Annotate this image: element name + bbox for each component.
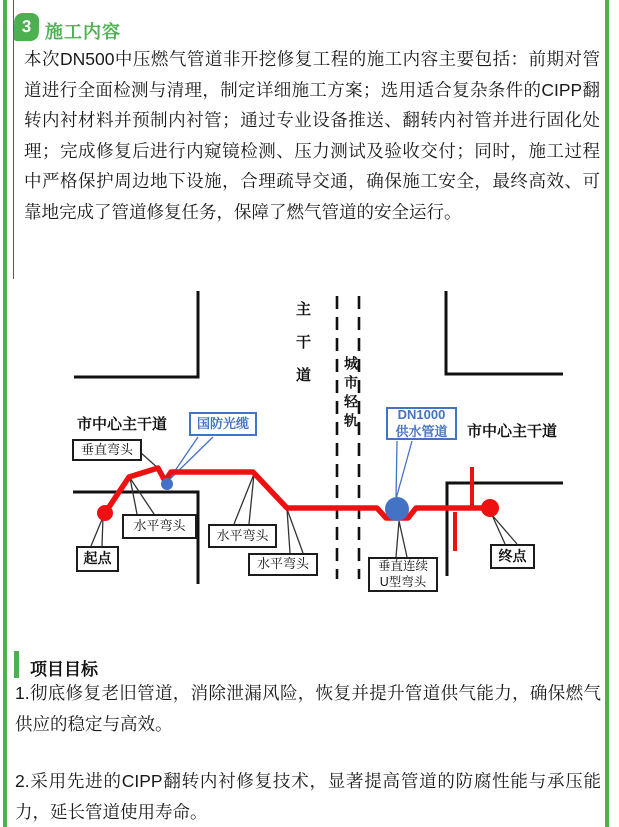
goals-title-bar [14,651,19,678]
intro-paragraph: 本次DN500中压燃气管道非开挖修复工程的施工内容主要包括：前期对管道进行全面检测与清理，制定详细施工方案；选用适合复杂条件的CIPP翻转内衬材料并预制内衬管；通过专业设备推送、翻转内衬管并进行固化处理；完成修复后进行内窥镜检测、压力测试及验收交付；同时，施工过程中严格保护周边地下设施，合理疏导交通，确保施工安全，最终高效、可靠地完成了管道修复任务，保障了燃气管道的安全运行。 [24,49,600,222]
horizontal-bend2-callout-line [234,474,254,524]
defense-cable-marker [161,478,173,490]
u-bend-label-line2: U型弯头 [379,574,427,589]
callout-lines [91,437,517,557]
light-rail-vertical-label: 城市轻轨 [343,356,359,432]
water-pipe-label-line2: 供水管道 [395,423,448,439]
end-point-label: 终点 [490,544,535,569]
section-number-badge: 3 [14,13,40,41]
vertical-bend-callout-line [140,452,159,469]
goals-title: 项目目标 [30,660,98,679]
page-border-left [3,0,7,827]
water-pipe-label-line1: DN1000 [397,407,446,423]
section-title: 施工内容 [45,22,121,42]
u-bend-label-line1: 垂直连续 [377,558,428,573]
u-bend-label [368,557,438,592]
start-point-callout-line [91,517,103,546]
road-corner-top-left [74,291,198,377]
goal-item-1: 1.彻底修复老旧管道，消除泄漏风险，恢复并提升管道供气能力，确保燃气供应的稳定与高效。 [15,683,601,734]
road-corner-top-right [446,291,563,374]
vertical-bend-label: 垂直弯头 [72,439,142,461]
defense-cable-label: 国防光缆 [189,412,257,436]
horizontal-bend-label-1: 水平弯头 [122,514,197,539]
city-center-road-label-left: 市中心主干道 [77,416,168,433]
water-pipe-marker [385,497,409,521]
start-point-marker [97,505,113,521]
start-point-label: 起点 [76,546,119,572]
horizontal-bend1-callout-line [130,478,154,514]
table-cell-border [13,0,14,279]
horizontal-bend-label-3: 水平弯头 [248,553,318,576]
page-border-right [605,0,609,827]
end-point-callout-line [492,515,517,544]
goal-item-2: 2.采用先进的CIPP翻转内衬修复技术，显著提高管道的防腐性能与承压能力，延长管道使用寿命。 [15,771,601,822]
city-center-road-label-right: 市中心主干道 [467,423,558,440]
u-bend-callout-line [396,521,407,557]
horizontal-bend3-callout-line [287,509,303,553]
horizontal-bend-label-2: 水平弯头 [208,524,277,548]
main-road-vertical-label: 主干道 [294,301,311,400]
light-rail-lines [337,296,359,579]
water-pipe-label [386,407,457,440]
pipeline-route-path [105,468,490,518]
end-point-marker [481,499,499,517]
defense-cable-callout-line [168,437,213,481]
water-pipe-callout-line [396,441,412,499]
